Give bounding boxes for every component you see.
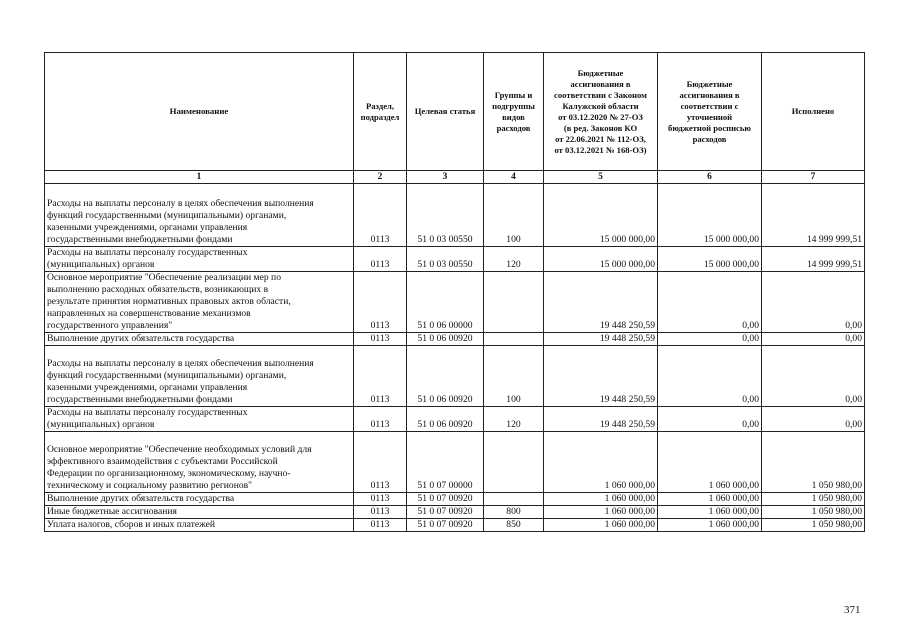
- header-target: Целевая статья: [407, 53, 484, 171]
- row-name-line: результате принятия нормативных правовых актов области,: [47, 296, 291, 307]
- row-name-line: государственными внебюджетными фондами: [47, 234, 233, 245]
- row-name-line: казенными учреждениями, органами управления: [47, 222, 248, 233]
- header-row: [45, 53, 865, 171]
- row-alloc-refined: 15 000 000,00: [658, 247, 762, 272]
- row-section: 0113: [354, 493, 407, 506]
- row-name-line: (муниципальных) органов: [47, 259, 155, 270]
- header-name: Наименование: [45, 53, 354, 171]
- row-target: 51 0 07 00000: [407, 432, 484, 493]
- row-alloc-law: 1 060 000,00: [544, 432, 658, 493]
- row-alloc-refined: 0,00: [658, 333, 762, 346]
- row-target: 51 0 06 00920: [407, 407, 484, 432]
- row-group: [484, 432, 544, 493]
- column-number: 5: [544, 171, 658, 184]
- row-executed: 1 050 980,00: [762, 493, 865, 506]
- row-alloc-refined: 0,00: [658, 407, 762, 432]
- row-executed: 14 999 999,51: [762, 247, 865, 272]
- row-target: 51 0 03 00550: [407, 184, 484, 247]
- row-name: [45, 506, 354, 519]
- row-group: 120: [484, 407, 544, 432]
- column-number: 3: [407, 171, 484, 184]
- table-row: [45, 519, 865, 532]
- row-name-line: Расходы на выплаты персоналу государственных: [47, 407, 248, 418]
- table-row: [45, 247, 865, 272]
- row-alloc-refined: 0,00: [658, 272, 762, 333]
- row-group: 850: [484, 519, 544, 532]
- row-alloc-law: 1 060 000,00: [544, 519, 658, 532]
- row-target: 51 0 03 00550: [407, 247, 484, 272]
- page-number: 371: [844, 604, 861, 616]
- row-target: 51 0 06 00920: [407, 333, 484, 346]
- row-group: [484, 272, 544, 333]
- column-number: 4: [484, 171, 544, 184]
- row-section: 0113: [354, 272, 407, 333]
- row-target: 51 0 06 00000: [407, 272, 484, 333]
- budget-table: [44, 52, 865, 532]
- column-number: 2: [354, 171, 407, 184]
- row-group: 800: [484, 506, 544, 519]
- row-alloc-law: 19 448 250,59: [544, 272, 658, 333]
- row-alloc-law: 1 060 000,00: [544, 506, 658, 519]
- table-row: [45, 184, 865, 247]
- row-name: [45, 247, 354, 272]
- row-name-line: Основное мероприятие "Обеспечение необходимых условий для: [47, 444, 312, 455]
- row-name-line: казенными учреждениями, органами управления: [47, 382, 248, 393]
- header-alloc-law: Бюджетные ассигнования в соответствии с Законом Калужской области от 03.12.2020 № 27-ОЗ (в ред. Законов КО от 22.06.2021 № 112-ОЗ, от 03.12.2021 № 168-ОЗ): [544, 53, 658, 171]
- row-alloc-law: 19 448 250,59: [544, 333, 658, 346]
- row-executed: 0,00: [762, 346, 865, 407]
- row-alloc-refined: 15 000 000,00: [658, 184, 762, 247]
- table-row: [45, 506, 865, 519]
- row-group: [484, 493, 544, 506]
- row-name-line: Выполнение других обязательств государства: [47, 333, 235, 344]
- table-row: [45, 272, 865, 333]
- row-group: 100: [484, 184, 544, 247]
- row-name: [45, 346, 354, 407]
- table-row: [45, 432, 865, 493]
- row-section: 0113: [354, 506, 407, 519]
- header-section: Раздел, подраздел: [354, 53, 407, 171]
- column-numbers-row: [45, 171, 865, 184]
- row-name-line: Основное мероприятие "Обеспечение реализации мер по: [47, 272, 281, 283]
- row-target: 51 0 07 00920: [407, 493, 484, 506]
- row-name-line: Расходы на выплаты персоналу в целях обеспечения выполнения: [47, 358, 314, 369]
- row-executed: 1 050 980,00: [762, 519, 865, 532]
- row-name-line: Расходы на выплаты персоналу в целях обеспечения выполнения: [47, 198, 314, 209]
- row-group: [484, 333, 544, 346]
- row-name: [45, 432, 354, 493]
- row-name: [45, 407, 354, 432]
- row-executed: 0,00: [762, 333, 865, 346]
- row-alloc-law: 15 000 000,00: [544, 184, 658, 247]
- row-alloc-law: 15 000 000,00: [544, 247, 658, 272]
- row-name: [45, 184, 354, 247]
- table-row: [45, 346, 865, 407]
- row-alloc-refined: 1 060 000,00: [658, 493, 762, 506]
- row-target: 51 0 06 00920: [407, 346, 484, 407]
- row-target: 51 0 07 00920: [407, 519, 484, 532]
- row-section: 0113: [354, 346, 407, 407]
- row-section: 0113: [354, 333, 407, 346]
- row-name: [45, 493, 354, 506]
- row-name-line: эффективного взаимодействия с субъектами Российской: [47, 456, 278, 467]
- row-executed: 0,00: [762, 407, 865, 432]
- table-row: [45, 493, 865, 506]
- row-alloc-law: 19 448 250,59: [544, 407, 658, 432]
- row-section: 0113: [354, 407, 407, 432]
- row-alloc-law: 19 448 250,59: [544, 346, 658, 407]
- row-name-line: Иные бюджетные ассигнования: [47, 506, 177, 517]
- row-name-line: функций государственными (муниципальными) органами,: [47, 370, 287, 381]
- row-name-line: техническому и социальному развитию регионов": [47, 480, 253, 491]
- column-number: 6: [658, 171, 762, 184]
- row-section: 0113: [354, 184, 407, 247]
- row-name-line: государственного управления": [47, 320, 173, 331]
- header-alloc-refined: Бюджетные ассигнования в соответствии с уточненной бюджетной росписью расходов: [658, 53, 762, 171]
- row-executed: 14 999 999,51: [762, 184, 865, 247]
- row-section: 0113: [354, 519, 407, 532]
- column-number: 1: [45, 171, 354, 184]
- table-row: [45, 407, 865, 432]
- row-name-line: направленных на совершенствование механизмов: [47, 308, 251, 319]
- row-name: [45, 519, 354, 532]
- header-executed: Исполнено: [762, 53, 865, 171]
- row-group: 120: [484, 247, 544, 272]
- row-alloc-law: 1 060 000,00: [544, 493, 658, 506]
- row-executed: 0,00: [762, 272, 865, 333]
- row-alloc-refined: 1 060 000,00: [658, 432, 762, 493]
- row-group: 100: [484, 346, 544, 407]
- row-alloc-refined: 1 060 000,00: [658, 519, 762, 532]
- row-target: 51 0 07 00920: [407, 506, 484, 519]
- row-name-line: Выполнение других обязательств государства: [47, 493, 235, 504]
- row-alloc-refined: 0,00: [658, 346, 762, 407]
- row-alloc-refined: 1 060 000,00: [658, 506, 762, 519]
- header-groups: Группы и подгруппы видов расходов: [484, 53, 544, 171]
- row-name-line: функций государственными (муниципальными) органами,: [47, 210, 287, 221]
- row-name-line: Уплата налогов, сборов и иных платежей: [47, 519, 216, 530]
- row-section: 0113: [354, 432, 407, 493]
- row-name: [45, 272, 354, 333]
- row-section: 0113: [354, 247, 407, 272]
- row-name-line: Расходы на выплаты персоналу государственных: [47, 247, 248, 258]
- column-number: 7: [762, 171, 865, 184]
- row-name-line: выполнению расходных обязательств, возникающих в: [47, 284, 269, 295]
- row-name-line: Федерации по организационному, экономическому, научно-: [47, 468, 291, 479]
- row-executed: 1 050 980,00: [762, 432, 865, 493]
- row-executed: 1 050 980,00: [762, 506, 865, 519]
- row-name-line: государственными внебюджетными фондами: [47, 394, 233, 405]
- row-name-line: (муниципальных) органов: [47, 419, 155, 430]
- row-name: [45, 333, 354, 346]
- table-row: [45, 333, 865, 346]
